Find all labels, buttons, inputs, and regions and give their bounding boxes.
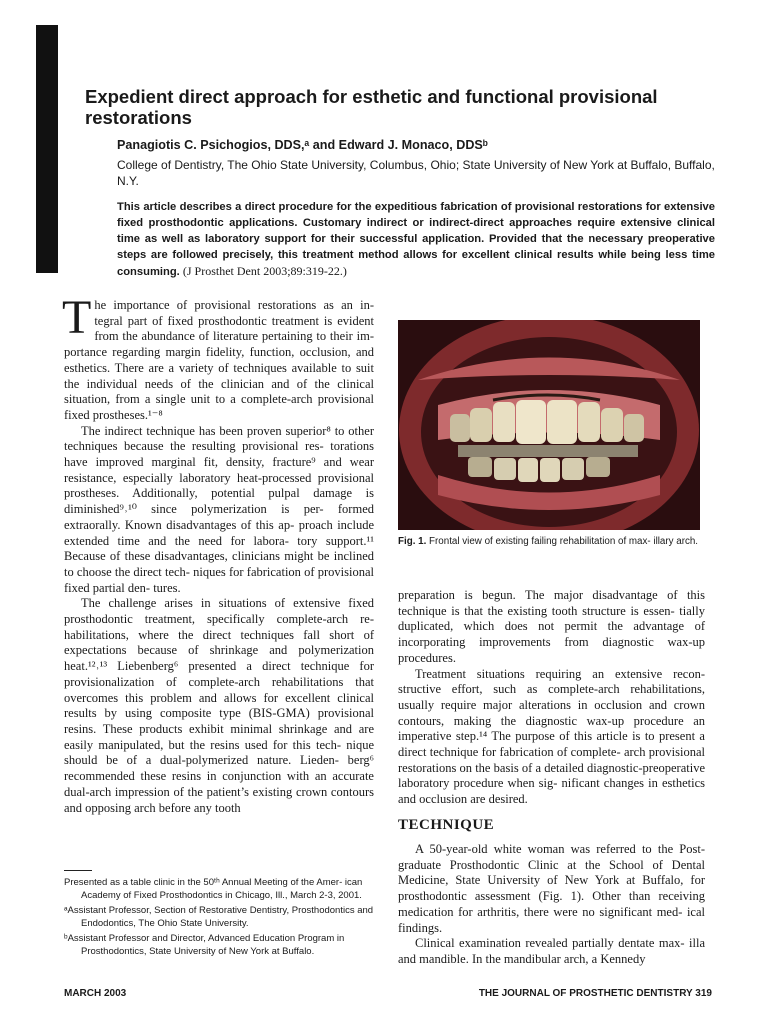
paragraph-intro-text: he importance of provisional restorations as an in- tegral part of fixed prosthodontic treatment is evident from the abundance of literature pertaining to their im- portance regarding margin fidelity, function, occlusion, and esthetics. There are a variety of techniques available to suit the individual needs of the clinician and of the clinical situation, from a single unit to a complete-arch provisional fixed prostheses.¹⁻⁸ xyxy=(64,298,374,422)
footnote-divider xyxy=(64,870,92,871)
left-column xyxy=(62,291,374,816)
footer-journal-page: THE JOURNAL OF PROSTHETIC DENTISTRY 319 xyxy=(478,988,712,999)
paragraph-continuation: preparation is begun. The major disadvantage of this technique is that the existing tooth structure is essen- tially duplicated, which does not permit the advantage of incorporating improvements from diagnostic wax-up procedures. xyxy=(398,588,705,665)
drop-cap: T xyxy=(62,291,92,344)
right-column xyxy=(398,588,705,808)
footer-date: MARCH 2003 xyxy=(64,988,127,999)
dental-photo-illustration xyxy=(398,320,700,530)
figure-caption-text: Frontal view of existing failing rehabilitation of max- illary arch. xyxy=(429,536,699,547)
footnote-presented: Presented as a table clinic in the 50ᵗʰ Annual Meeting of the Amer- ican Academy of Fixed Prosthodontics in Chicago, Ill., March 2-3, 2001. xyxy=(64,877,363,901)
paragraph-treatment-situations: Treatment situations requiring an extensive recon- structive effort, such as complete-arch rehabilitations, usually require major alterations in occlusion and crown contours, making the diagnostic wax-up procedure an imperative step.¹⁴ The purpose of this article is to present a direct technique for fabrication of complete- arch provisional restorations on the basis of a detailed diagnostic-preoperative laboratory procedure when sig- nificant changes in esthetics and occlusion are desired. xyxy=(398,666,705,807)
abstract-text: This article describes a direct procedure for the expeditious fabrication of provisional restorations for extensive fixed prosthodontic applications. Customary indirect or indirect-direct approaches require extensive clinical time as well as laboratory support for their successful application. Provided that the necessary preoperative steps are followed precisely, this treatment method allows for excellent clinical results while being less time consuming. xyxy=(117,201,715,278)
journal-citation: (J Prosthet Dent 2003;89:319-22.) xyxy=(182,264,347,278)
figure-1-caption xyxy=(398,535,710,549)
footnote-author-b: ᵇAssistant Professor and Director, Advanced Education Program in Prosthodontics, State University of New York at Buffalo. xyxy=(64,933,345,957)
paragraph-indirect-technique: The indirect technique has been proven superior⁸ to other techniques because the resulting provisional res- torations have improved marginal fit, density, fracture⁹ and wear resistance, especially laboratory heat-processed provisional prostheses. Additionally, potential pulpal damage is diminished⁹˒¹⁰ since polymerization is per- formed extraorally. Known disadvantages of this ap- proach include extended time and the need for labora- tory support.¹¹ Because of these disadvantages, clinicians might be inclined to choose the direct tech- niques for fabrication of provisional fixed partial den- tures. xyxy=(64,423,374,595)
paragraph-intro xyxy=(62,291,374,424)
footnote-author-a: ᵃAssistant Professor, Section of Restorative Dentistry, Prosthodontics and Endodontics, The Ohio State University. xyxy=(64,905,374,929)
right-column-technique xyxy=(398,842,705,968)
author-affiliation: College of Dentistry, The Ohio State University, Columbus, Ohio; State University of New York at Buffalo, Buffalo, N.Y. xyxy=(117,158,715,188)
section-heading-technique: TECHNIQUE xyxy=(398,817,495,833)
figure-1-photo xyxy=(398,320,700,530)
article-authors: Panagiotis C. Psichogios, DDS,ᵃ and Edward J. Monaco, DDSᵇ xyxy=(117,138,488,152)
black-margin-bar xyxy=(36,25,58,273)
article-title: Expedient direct approach for esthetic and functional provisional restorations xyxy=(85,86,658,128)
article-abstract xyxy=(117,199,715,280)
paragraph-challenge: The challenge arises in situations of extensive fixed prosthodontic treatment, specifically complete-arch re- habilitations, where the direct techniques fall short of expectations because of shrinkage and polymerization heat.¹²˒¹³ Liebenberg⁶ presented a direct technique for provisionalization of complete-arch rehabilitations that overcomes this problem and allows for excellent clinical results by using composite type (BIS-GMA) provisional resins. These products exhibit minimal shrinkage and are easily manipulated, but the resins used for this tech- nique should be of a dual-polymerized nature. Lieden- berg⁶ recommended these resins in conjunction with an accurate dual-arch impression of the patient’s existing crown contours and opposing arch before any tooth xyxy=(64,596,374,815)
figure-label: Fig. 1. xyxy=(398,536,427,547)
footnotes xyxy=(64,876,376,960)
paragraph-examination: Clinical examination revealed partially dentate max- illa and mandible. In the mandibular arch, a Kennedy xyxy=(398,936,705,966)
paragraph-patient: A 50-year-old white woman was referred to the Post- graduate Prosthodontic Clinic at the School of Dental Medicine, State University of New York at Buffalo, for prosthodontic assessment (Fig. 1). Other than receiving medication for arthritis, there were no significant med- ical findings. xyxy=(398,842,705,935)
